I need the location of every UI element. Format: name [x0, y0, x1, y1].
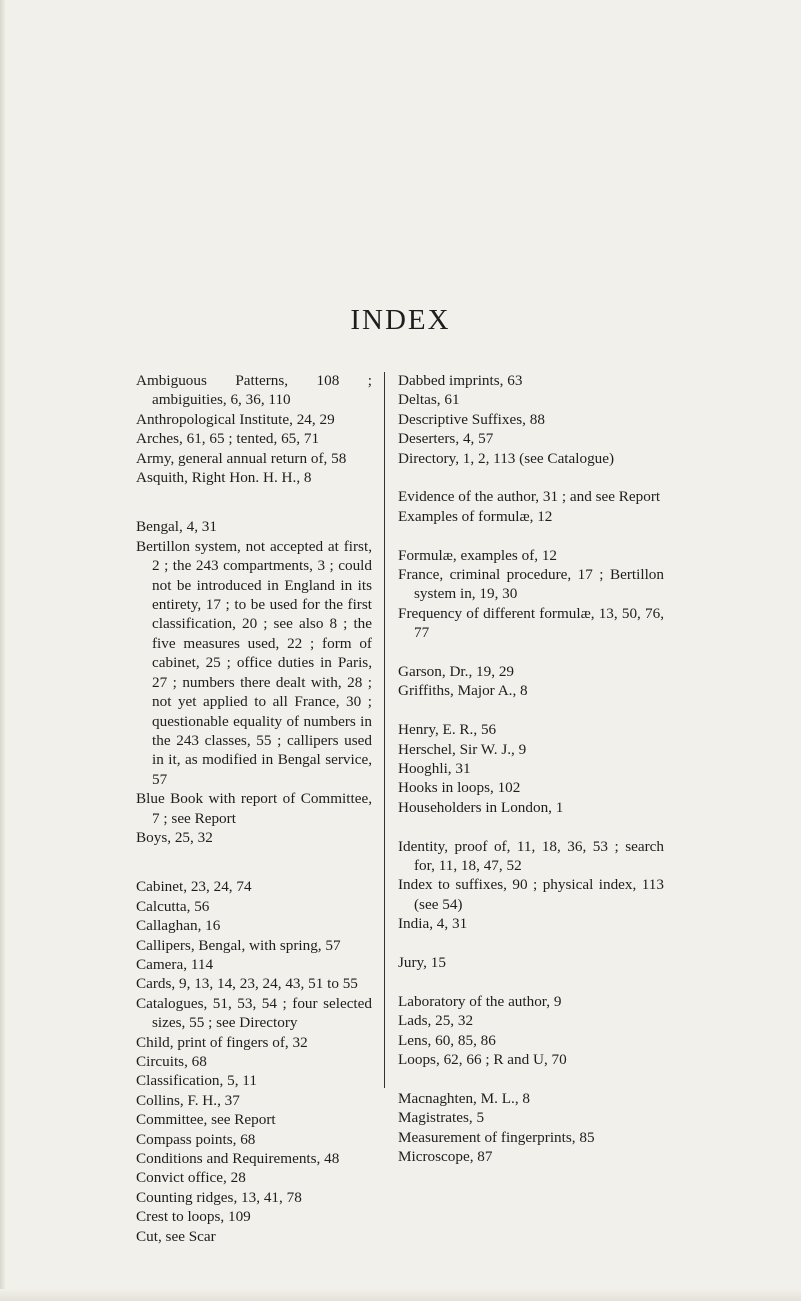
index-entry: Garson, Dr., 19, 29: [398, 663, 515, 681]
index-entry: Circuits, 68: [136, 1053, 207, 1070]
index-column-left: [136, 371, 372, 1246]
index-entry: Army, general annual return of, 58: [136, 449, 347, 467]
index-entry: Henry, E. R., 56: [398, 721, 497, 739]
index-entry: Anthropological Institute, 24, 29: [136, 410, 335, 428]
index-entry: Descriptive Suffixes, 88: [398, 410, 545, 428]
index-entry: Index to suffixes, 90 ; physical index, 113 (see 54): [398, 876, 664, 913]
index-entry: Camera, 114: [136, 955, 214, 973]
index-entry: Callipers, Bengal, with spring, 57: [136, 936, 341, 954]
page-bottom-edge: [0, 1289, 801, 1301]
section-gap: [398, 526, 664, 545]
index-entry: Collins, F. H., 37: [136, 1091, 240, 1109]
section-gap: [398, 643, 664, 662]
index-entry: Crest to loops, 109: [136, 1208, 251, 1226]
index-entry: Arches, 61, 65 ; tented, 65, 71: [136, 430, 320, 448]
section-gap: [398, 817, 664, 836]
page-title: INDEX: [350, 304, 451, 336]
index-entry: Directory, 1, 2, 113 (see Catalogue): [398, 449, 615, 467]
index-entry: Dabbed imprints, 63: [398, 372, 523, 389]
index-entry: Householders in London, 1: [398, 798, 564, 816]
section-gap: [398, 934, 664, 953]
index-entry: Counting ridges, 13, 41, 78: [136, 1188, 302, 1206]
index-column-right: [398, 371, 664, 1167]
index-entry: Catalogues, 51, 53, 54 ; four selected sizes, 55 ; see Directory: [136, 994, 372, 1032]
index-entry: Cut, see Scar: [136, 1227, 216, 1245]
index-entry: Bengal, 4, 31: [136, 518, 217, 536]
index-entry: Microscope, 87: [398, 1148, 493, 1166]
section-gap: [398, 1070, 664, 1089]
index-entry: Macnaghten, M. L., 8: [398, 1089, 531, 1107]
index-entry: Committee, see Report: [136, 1111, 276, 1129]
column-divider: [384, 372, 385, 1088]
page-edge: [0, 0, 6, 1301]
index-entry: Griffiths, Major A., 8: [398, 682, 528, 700]
index-entry: Formulæ, examples of, 12: [398, 546, 558, 564]
index-entry: Hooks in loops, 102: [398, 779, 521, 797]
index-entry: Compass points, 68: [136, 1130, 256, 1148]
index-entry: Frequency of different formulæ, 13, 50, 76, 77: [398, 604, 664, 642]
index-entry: Asquith, Right Hon. H. H., 8: [136, 469, 312, 487]
index-entry: Deserters, 4, 57: [398, 430, 494, 448]
index-entry: Magistrates, 5: [398, 1109, 485, 1127]
section-gap: [136, 847, 372, 877]
section-gap: [398, 973, 664, 992]
index-entry: Herschel, Sir W. J., 9: [398, 740, 527, 758]
index-entry: France, criminal procedure, 17 ; Bertillon system in, 19, 30: [398, 566, 664, 603]
section-gap: [398, 701, 664, 720]
index-entry: Evidence of the author, 31 ; and see Report: [398, 488, 661, 506]
index-entry: Classification, 5, 11: [136, 1072, 257, 1090]
index-entry: Callaghan, 16: [136, 917, 221, 935]
index-entry: Laboratory of the author, 9: [398, 992, 562, 1010]
index-entry: Identity, proof of, 11, 18, 36, 53 ; search for, 11, 18, 47, 52: [398, 837, 664, 875]
index-entry: Boys, 25, 32: [136, 828, 213, 846]
index-entry: Ambiguous Patterns, 108 ; ambiguities, 6, 36, 110: [136, 372, 372, 409]
index-entry: Convict office, 28: [136, 1169, 246, 1187]
index-entry: Conditions and Requirements, 48: [136, 1150, 340, 1168]
index-entry: Lads, 25, 32: [398, 1012, 474, 1030]
index-entry: Loops, 62, 66 ; R and U, 70: [398, 1051, 567, 1069]
index-entry: Child, print of fingers of, 32: [136, 1033, 308, 1051]
index-entry: Cabinet, 23, 24, 74: [136, 878, 252, 896]
index-entry: Cards, 9, 13, 14, 23, 24, 43, 51 to 55: [136, 975, 358, 993]
index-entry: Jury, 15: [398, 954, 446, 972]
index-entry: India, 4, 31: [398, 915, 468, 933]
section-gap: [136, 487, 372, 517]
index-entry: Bertillon system, not accepted at first, 2 ; the 243 compartments, 3 ; could not be introduced in England in its entirety, 17 ; to be used for the first classification, 20 ; see also 8 ; the five measures used, 22 ; form of cabinet, 25 ; office duties in Paris, 27 ; numbers there dealt with, 28 ; not yet applied to all France, 30 ; questionable equality of numbers in the 243 classes, 55 ; callipers used in it, as modified in Bengal service, 57: [136, 537, 372, 788]
index-entry: Measurement of fingerprints, 85: [398, 1128, 595, 1146]
index-entry: Hooghli, 31: [398, 760, 471, 778]
section-gap: [398, 468, 664, 487]
index-entry: Calcutta, 56: [136, 897, 210, 915]
index-entry: Blue Book with report of Committee, 7 ; see Report: [136, 790, 372, 827]
index-entry: Examples of formulæ, 12: [398, 507, 553, 525]
index-entry: Lens, 60, 85, 86: [398, 1031, 496, 1049]
index-entry: Deltas, 61: [398, 391, 460, 409]
